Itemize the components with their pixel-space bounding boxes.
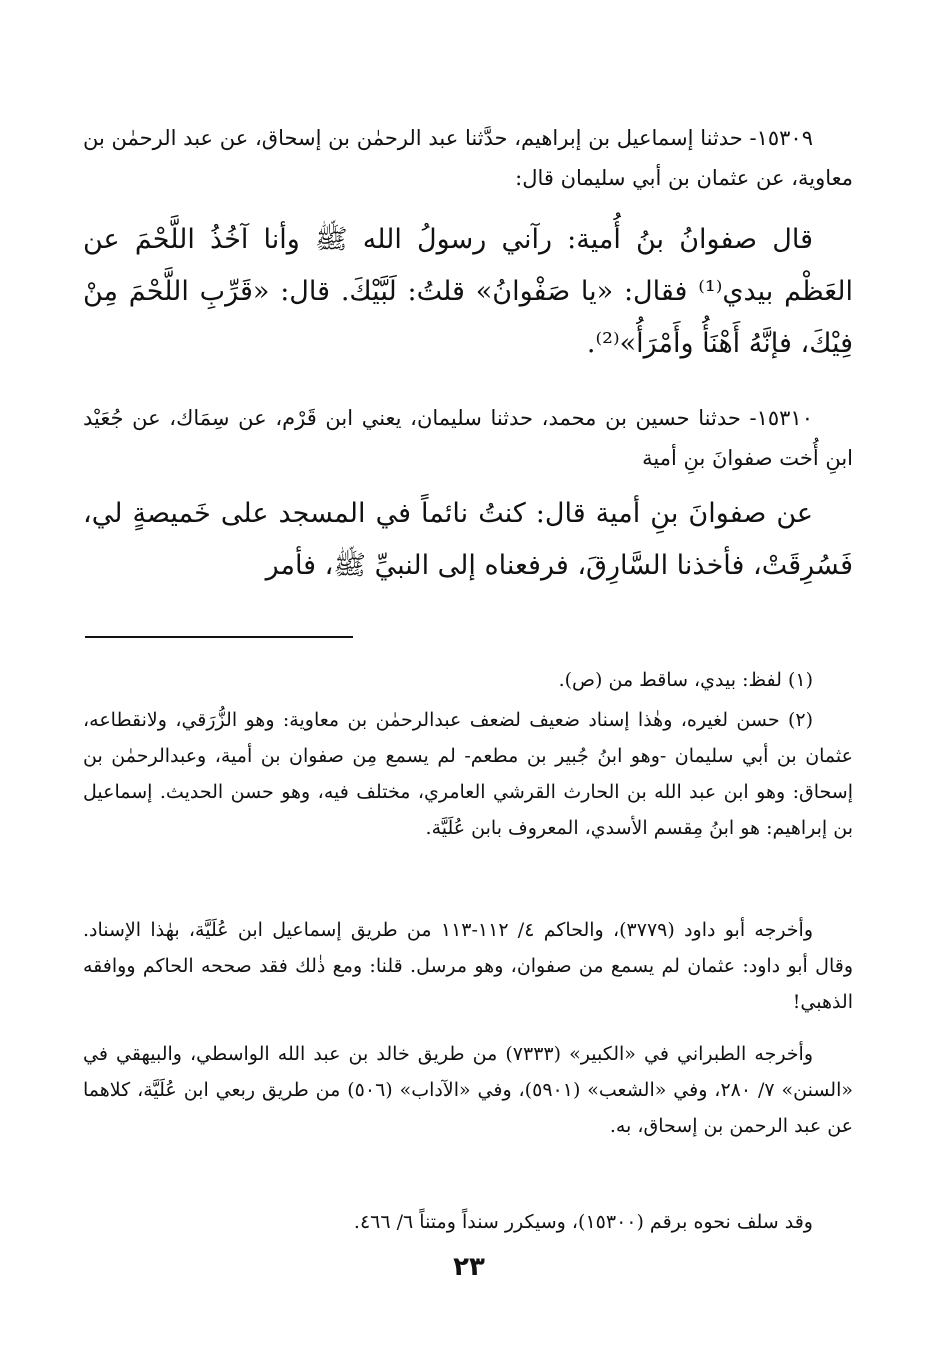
footnote-separator [85, 636, 353, 638]
footnote-2-takhrij-3: وقد سلف نحوه برقم (١٥٣٠٠)، وسيكرر سنداً ومتناً ٦/ ٤٦٦. [353, 1211, 813, 1233]
page-number: ٢٣ [453, 1252, 485, 1282]
footnote-2-takhrij-1: وأخرجه أبو داود (٣٧٧٩)، والحاكم ٤/ ١١٢-١١٣ من طريق إسماعيل ابن عُلَيَّة، بهٰذا الإسناد. وقال أبو داود: عثمان لم يسمع من صفوان، وهو مرسل. قلنا: ومع ذٰلك فقد صححه الحاكم ووافقه الذهبي! [83, 919, 853, 1013]
footnote-2: (٢) حسن لغيره، وهٰذا إسناد ضعيف لضعف عبدالرحمٰن بن معاوية: وهو الزُّرَقي، ولانقطاعه، عثمان بن أبي سليمان -وهو ابنُ جُبير بن مطعم- لم يسمع مِن صفوان بن أمية، وعبدالرحمٰن بن إسحاق: وهو ابن عبد الله بن الحارث القرشي العامري، مختلف فيه، وهو حسن الحديث. إسماعيل بن إبراهيم: هو ابنُ مِقسم الأسدي، المعروف بابن عُلَيَّة. [83, 709, 853, 839]
hadith-15309-sanad: ١٥٣٠٩- حدثنا إسماعيل بن إبراهيم، حدَّثنا عبد الرحمٰن بن إسحاق، عن عبد الرحمٰن بن معاوية، عن عثمان بن أبي سليمان قال: [83, 126, 853, 190]
hadith-15310-sanad: ١٥٣١٠- حدثنا حسين بن محمد، حدثنا سليمان، يعني ابن قَرْم، عن سِمَاك، عن جُعَيْد ابنِ أُخت صفوانَ بنِ أمية [83, 406, 853, 470]
hadith-15309-matn: قال صفوانُ بنُ أُمية: رآني رسولُ الله ﷺ وأنا آخُذُ اللَّحْمَ عن العَظْم بيدي⁽¹⁾ فقال: «يا صَفْوانُ» قلتُ: لَبَّيْكَ. قال: «قَرِّبِ اللَّحْمَ مِنْ فِيْكَ، فإنَّهُ أَهْنَأُ وأَمْرَأُ»⁽²⁾. [83, 224, 853, 359]
footnote-2-takhrij-2: وأخرجه الطبراني في «الكبير» (٧٣٣٣) من طريق خالد بن عبد الله الواسطي، والبيهقي في «السنن» ٧/ ٢٨٠، وفي «الشعب» (٥٩٠١)، وفي «الآداب» (٥٠٦) من طريق ربعي ابن عُلَيَّة، كلاهما عن عبد الرحمن بن إسحاق، به. [83, 1043, 853, 1137]
footnote-1: (١) لفظ: بيدي، ساقط من (ص). [558, 669, 813, 691]
hadith-15310-matn: عن صفوانَ بنِ أمية قال: كنتُ نائماً في المسجد على خَميصةٍ لي، فَسُرِقَتْ، فأخذنا السَّارِقَ، فرفعناه إلى النبيِّ ﷺ، فأمر [83, 498, 853, 581]
